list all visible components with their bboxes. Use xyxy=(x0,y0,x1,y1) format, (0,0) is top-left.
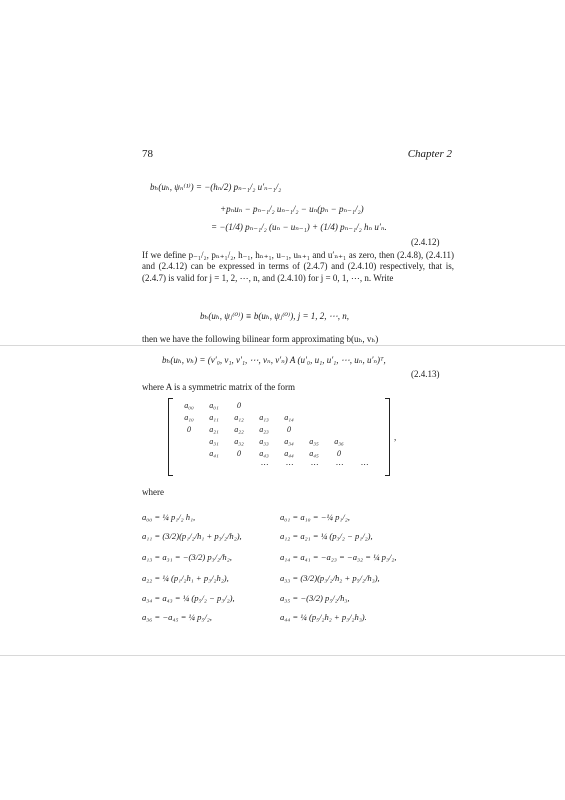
matrix-row xyxy=(178,460,383,471)
coefficient-equation: a₀₀ = ¼ p₁/₂ h₁, xyxy=(142,512,196,522)
matrix-a xyxy=(168,398,390,474)
equation-line: bₕ(uₕ, ψⱼ⁽⁰⁾) ≡ b(uₕ, ψⱼ⁽⁰⁾), j = 1, 2, ⋯, n, xyxy=(200,311,350,321)
matrix-left-bracket xyxy=(168,398,173,476)
matrix-cell: a₃₆ xyxy=(334,437,344,446)
matrix-cell: ⋯ xyxy=(335,460,343,469)
paragraph: where A is a symmetric matrix of the form xyxy=(142,382,295,392)
page-number: 78 xyxy=(142,148,153,160)
equation-line: = −(1/4) pₙ₋₁/₂ (uₙ − uₙ₋₁) + (1/4) pₙ₋₁/₂ hₙ u′ₙ. xyxy=(211,222,387,232)
matrix-cell: a₁₁ xyxy=(209,413,219,422)
coefficient-equation: a₃₅ = −(3/2) p₅/₂/h₃, xyxy=(280,593,350,603)
matrix-cell: ⋯ xyxy=(260,460,268,469)
matrix-cell: a₄₄ xyxy=(284,449,294,458)
matrix-cell: 0 xyxy=(187,425,191,434)
matrix-cell: a₃₄ xyxy=(284,437,294,446)
matrix-cell: a₁₀ xyxy=(184,413,194,422)
matrix-cell: 0 xyxy=(237,401,241,410)
chapter-label: Chapter 2 xyxy=(407,148,452,160)
scan-divider xyxy=(0,345,565,346)
coefficient-equation: a₃₆ = −a₄₅ = ¼ p₅/₂, xyxy=(142,612,212,622)
equation-line: bₕ(uₕ, ψₙ⁽¹⁾) = −(hₙ/2) pₙ₋₁/₂ u′ₙ₋₁/₂ xyxy=(150,182,282,192)
matrix-row xyxy=(178,401,383,412)
matrix-cell: a₃₃ xyxy=(259,437,269,446)
matrix-cell: a₂₁ xyxy=(209,425,219,434)
equation-line: +pₙuₙ − pₙ₋₁/₂ uₙ₋₁/₂ − uₙ(pₙ − pₙ₋₁/₂) xyxy=(220,204,364,214)
coefficient-equation: a₂₂ = ¼ (p₁/₂h₁ + p₃/₂h₂), xyxy=(142,573,229,583)
matrix-cell: a₄₅ xyxy=(309,449,319,458)
coefficient-equation: a₃₃ = (3/2)(p₃/₂/h₂ + p₅/₂/h₃), xyxy=(280,573,380,583)
matrix-row xyxy=(178,449,383,460)
coefficient-equation: a₁₂ = a₂₁ = ¼ (p₃/₂ − p₁/₂), xyxy=(280,531,373,541)
matrix-cell: a₁₂ xyxy=(234,413,244,422)
matrix-trailing-comma: , xyxy=(394,432,397,442)
matrix-cell: a₂₃ xyxy=(259,425,269,434)
coefficient-equation: a₄₄ = ¼ (p₅/₂h₂ + p₃/₂h₃). xyxy=(280,612,367,622)
coefficient-equation: a₁₁ = (3/2)(p₁/₂/h₁ + p₃/₂/h₂), xyxy=(142,531,242,541)
paragraph: If we define p₋₁/₂, pₙ₊₁/₂, h₋₁, hₙ₊₁, u₋₁, uₙ₊₁ and u′ₙ₊₁ as zero, then (2.4.8), (2.4.11) and (2.4.12) can be expressed in terms of (2.4.7) and (2.4.10) respectively, that is, (2.4.7) is valid for j = 1, 2, ⋯, n, and (2.4.10) for j = 0, 1, ⋯, n. Write xyxy=(142,250,454,283)
matrix-cell: ⋯ xyxy=(360,460,368,469)
matrix-cell: a₂₂ xyxy=(234,425,244,434)
coefficient-equation: a₁₄ = a₄₁ = −a₂₃ = −a₃₂ = ¼ p₃/₂, xyxy=(280,552,397,562)
paragraph: then we have the following bilinear form approximating b(uₕ, vₕ) xyxy=(142,334,379,344)
coefficient-equation: a₃₄ = a₄₃ = ¼ (p₅/₂ − p₃/₂), xyxy=(142,593,235,603)
matrix-cell: 0 xyxy=(337,449,341,458)
matrix-row xyxy=(178,413,383,424)
coefficient-equation: a₀₁ = a₁₀ = −¼ p₁/₂, xyxy=(280,512,350,522)
paragraph: where xyxy=(142,487,164,497)
matrix-right-bracket xyxy=(385,398,390,476)
equation-line: bₕ(uₕ, vₕ) = (v′₀, v₁, v′₁, ⋯, vₙ, v′ₙ) A (u′₀, u₁, u′₁, ⋯, uₙ, u′ₙ)ᵀ, xyxy=(162,355,386,365)
matrix-cell: a₄₁ xyxy=(209,449,219,458)
equation-number: (2.4.12) xyxy=(411,237,440,247)
matrix-cell: a₃₁ xyxy=(209,437,219,446)
matrix-row xyxy=(178,437,383,448)
matrix-cell: 0 xyxy=(237,449,241,458)
matrix-row xyxy=(178,425,383,436)
matrix-cell: 0 xyxy=(287,425,291,434)
matrix-cell: ⋯ xyxy=(285,460,293,469)
matrix-cell: a₃₂ xyxy=(234,437,244,446)
matrix-cell: a₁₃ xyxy=(259,413,269,422)
equation-number: (2.4.13) xyxy=(411,369,440,379)
matrix-cell: a₀₀ xyxy=(184,401,194,410)
matrix-cell: a₃₅ xyxy=(309,437,319,446)
matrix-cell: a₁₄ xyxy=(284,413,294,422)
coefficient-equation: a₁₃ = a₃₁ = −(3/2) p₃/₂/h₂, xyxy=(142,552,232,562)
matrix-cell: ⋯ xyxy=(310,460,318,469)
matrix-cell: a₀₁ xyxy=(209,401,219,410)
matrix-cell: a₄₃ xyxy=(259,449,269,458)
scan-divider xyxy=(0,655,565,656)
